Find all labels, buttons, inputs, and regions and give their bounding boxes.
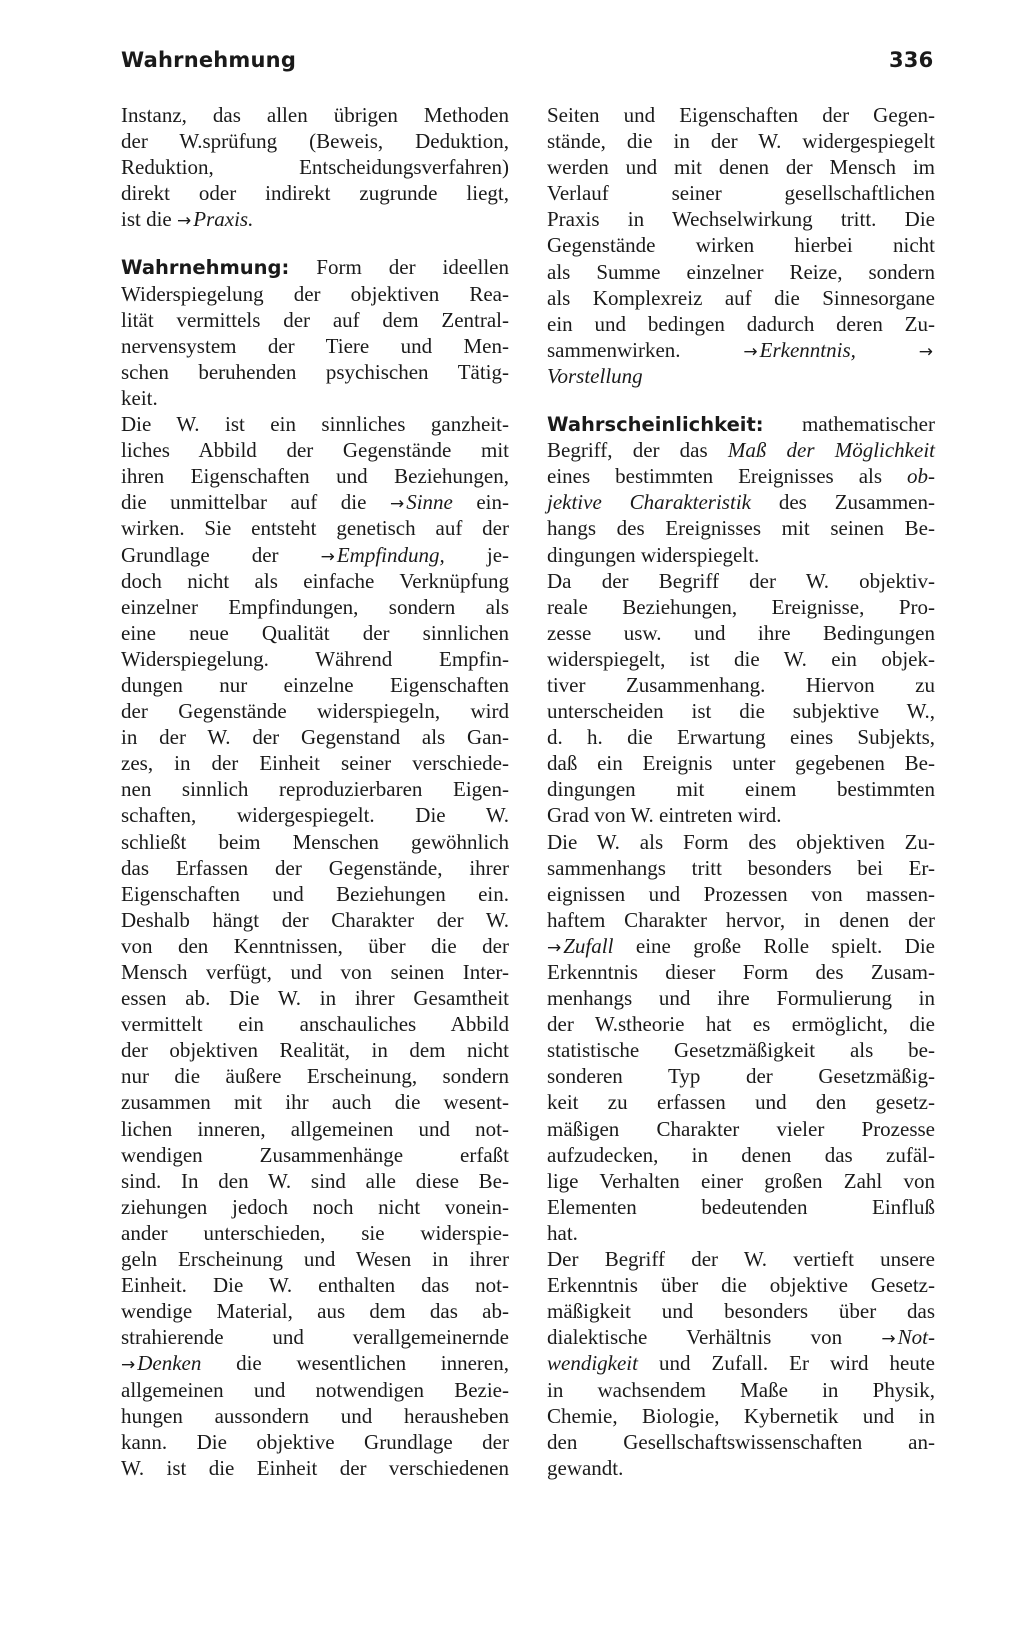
line-text: Gegenstände wirken hierbei nicht — [547, 233, 935, 258]
line-text: mäßigen Charakter vieler Prozesse — [547, 1116, 935, 1141]
text-line — [121, 489, 509, 515]
right-column — [547, 102, 935, 1481]
line-text: von den Kenntnissen, über die der — [121, 933, 509, 958]
line-text: nen sinnlich reproduzierbaren Eigen- — [121, 777, 509, 802]
line-text: reale Beziehungen, Ereignisse, Pro- — [547, 594, 935, 619]
line-text: geln Erscheinung und Wesen in ihrer — [121, 1247, 509, 1272]
line-text: Seiten und Eigenschaften der Gegen- — [547, 103, 935, 127]
line-text: die wesentlichen inneren, — [201, 1351, 509, 1376]
text-line — [121, 542, 509, 568]
line-text: W. ist die Einheit der verschiedenen — [121, 1455, 509, 1480]
text-line — [121, 515, 509, 541]
text-line — [121, 1063, 509, 1089]
line-text: schließt beim Menschen gewöhnlich — [121, 829, 509, 854]
paragraph-gap — [121, 232, 509, 254]
line-text: ihren Eigenschaften und Beziehungen, — [121, 464, 509, 489]
cross-reference-arrow: → — [389, 494, 405, 515]
text-line — [121, 829, 509, 855]
line-text: haftem Charakter hervor, in denen der — [547, 907, 935, 932]
text-line — [121, 307, 509, 333]
line-text: doch nicht als einfache Verknüpfung — [121, 568, 509, 593]
text-line — [547, 259, 935, 285]
line-text: direkt oder indirekt zugrunde liegt, — [121, 181, 509, 206]
cross-reference-arrow: → — [547, 937, 562, 958]
line-text: und Zufall. Er wird heute — [637, 1351, 935, 1376]
line-text: sonderen Typ der Gesetzmäßig- — [547, 1064, 935, 1089]
text-line — [547, 1194, 935, 1220]
line-text: dialektische Verhältnis von — [547, 1325, 882, 1350]
line-text: aufzudecken, in denen das zufäl- — [547, 1142, 935, 1167]
line-text: schen beruhenden psychischen Tätig- — [121, 359, 509, 384]
line-text: sammenwirken. — [547, 337, 744, 362]
text-line — [547, 128, 935, 154]
text-line — [547, 232, 935, 258]
text-line — [121, 102, 509, 128]
cross-reference-term: Vorstellung — [547, 363, 643, 388]
text-line — [547, 1403, 935, 1429]
line-text: kann. Die objektive Grundlage der — [121, 1429, 509, 1454]
line-text: zesse usw. und ihre Bedingungen — [547, 620, 935, 645]
page-number: 336 — [889, 48, 934, 72]
line-text: hangs des Ereignisses mit seinen Be- — [547, 516, 935, 541]
line-text: des Zusammen- — [750, 490, 935, 515]
text-line — [121, 1377, 509, 1403]
text-line — [121, 594, 509, 620]
line-text: Grundlage der — [121, 542, 321, 567]
text-line — [547, 515, 935, 541]
text-line — [121, 437, 509, 463]
cross-reference-arrow: → — [743, 341, 758, 362]
text-line — [121, 1429, 509, 1455]
text-line — [547, 1298, 935, 1324]
line-text: daß ein Ereignis unter gegebenen Be- — [547, 751, 935, 776]
line-text: wendige Material, aus dem das ab- — [121, 1299, 509, 1324]
text-line — [547, 1246, 935, 1272]
text-line — [547, 411, 935, 437]
line-text: mäßigkeit und besonders über das — [547, 1299, 935, 1324]
line-text: sammenhangs tritt besonders bei Er- — [547, 855, 935, 880]
line-text: nervensystem der Tiere und Men- — [121, 333, 509, 358]
line-text: Begriff, der das — [547, 438, 728, 463]
text-line — [547, 1350, 935, 1376]
line-text: tiver Zusammenhang. Hiervon zu — [547, 672, 935, 697]
text-line — [121, 1116, 509, 1142]
text-line — [121, 385, 509, 411]
cross-reference-term: Empfindung, — [336, 542, 445, 567]
line-text: dingungen mit einem bestimmten — [547, 777, 935, 802]
line-text: ein und bedingen dadurch deren Zu- — [547, 311, 935, 336]
line-text: als Komplexreiz auf die Sinnesorgane — [547, 285, 935, 310]
line-text: der Gegenstände widerspiegeln, wird — [121, 699, 509, 724]
text-line — [121, 802, 509, 828]
text-line — [547, 206, 935, 232]
text-line — [547, 102, 935, 128]
text-line — [547, 363, 935, 389]
text-line — [121, 568, 509, 594]
line-text: stände, die in der W. widergespiegelt — [547, 129, 935, 154]
text-line — [547, 542, 935, 568]
line-text: Erkenntnis dieser Form des Zusam- — [547, 960, 935, 984]
text-line — [547, 463, 935, 489]
line-text: liches Abbild der Gegenstände mit — [121, 438, 509, 463]
line-text: Die W. als Form des objektiven Zu- — [547, 829, 935, 854]
left-column — [121, 102, 509, 1481]
line-text: je- — [444, 542, 510, 567]
text-line — [121, 750, 509, 776]
text-line — [121, 281, 509, 307]
cross-reference-arrow: → — [177, 211, 192, 232]
line-text: wirken. Sie entsteht genetisch auf der — [121, 516, 509, 541]
text-line — [121, 1403, 509, 1429]
cross-reference-term: wendigkeit — [547, 1351, 638, 1376]
line-text: eine große Rolle spielt. Die — [613, 933, 935, 958]
cross-reference-arrow: → — [918, 341, 933, 362]
line-text: das Erfassen der Gegenstände, ihrer — [121, 855, 509, 880]
line-text: schaften, widergespiegelt. Die W. — [121, 803, 509, 828]
text-line — [547, 154, 935, 180]
text-line — [121, 985, 509, 1011]
text-line — [121, 1350, 509, 1376]
line-text: der W.sprüfung (Beweis, Deduktion, — [121, 129, 509, 154]
text-line — [547, 802, 935, 828]
text-line — [547, 1377, 935, 1403]
text-line — [121, 724, 509, 750]
text-line — [121, 1246, 509, 1272]
line-text: widerspiegelt, ist die W. ein objek- — [547, 646, 935, 671]
line-text: Elementen bedeutenden Einfluß — [547, 1194, 935, 1219]
text-line — [547, 1089, 935, 1115]
text-line — [547, 959, 935, 985]
text-line — [121, 1089, 509, 1115]
text-line — [547, 1116, 935, 1142]
line-text: in der W. der Gegenstand als Gan- — [121, 725, 509, 750]
line-text: Reduktion, Entscheidungsverfahren) — [121, 155, 509, 180]
line-text: als Summe einzelner Reize, sondern — [547, 259, 935, 284]
line-text: lität vermittels der auf dem Zentral- — [121, 307, 509, 332]
text-line — [547, 437, 935, 463]
line-text: ander unterschieden, sie widerspie- — [121, 1220, 509, 1245]
line-text: Widerspiegelung. Während Empfin- — [121, 646, 509, 671]
text-line — [121, 1272, 509, 1298]
text-line — [121, 411, 509, 437]
text-line — [547, 1455, 935, 1481]
text-line — [547, 337, 935, 363]
cross-reference-term: Erkenntnis, — [759, 337, 856, 362]
text-line — [547, 1429, 935, 1455]
text-line — [121, 881, 509, 907]
line-text: den Gesellschaftswissenschaften an- — [547, 1429, 935, 1454]
cross-reference-term: Maß der Möglichkeit — [727, 438, 935, 463]
line-text: essen ab. Die W. in ihrer Gesamtheit — [121, 986, 509, 1011]
line-text: die unmittelbar auf die — [121, 490, 390, 515]
line-text: Form der ideellen — [289, 255, 509, 280]
text-line — [121, 1168, 509, 1194]
line-text: Widerspiegelung der objektiven Rea- — [121, 281, 509, 306]
text-line — [121, 1142, 509, 1168]
line-text: vermittelt ein anschauliches Abbild — [121, 1012, 509, 1037]
text-line — [121, 620, 509, 646]
line-text: zes, in der Einheit seiner verschiede- — [121, 751, 509, 776]
cross-reference-arrow: → — [881, 1329, 896, 1350]
line-text: keit. — [121, 385, 158, 410]
text-line — [121, 154, 509, 180]
cross-reference-term: Sinne — [406, 490, 453, 515]
text-line — [547, 672, 935, 698]
line-text: Verlauf seiner gesellschaftlichen — [547, 181, 935, 206]
text-line — [547, 933, 935, 959]
line-text: wendigen Zusammenhänge erfaßt — [121, 1142, 509, 1167]
text-line — [547, 1011, 935, 1037]
text-line — [121, 254, 509, 280]
running-head-title: Wahrnehmung — [121, 48, 297, 72]
text-line — [121, 359, 509, 385]
text-line — [121, 206, 509, 232]
line-text: eignissen und Prozessen von massen- — [547, 881, 935, 906]
line-text: Erkenntnis über die objektive Gesetz- — [547, 1273, 935, 1298]
text-line — [121, 646, 509, 672]
text-line — [121, 698, 509, 724]
entry-headword: Wahrscheinlichkeit: — [547, 413, 764, 437]
text-line — [121, 855, 509, 881]
line-text: Mensch verfügt, und von seinen Inter- — [121, 960, 509, 984]
text-line — [547, 285, 935, 311]
text-line — [547, 750, 935, 776]
text-line — [121, 1037, 509, 1063]
text-line — [547, 855, 935, 881]
entry-headword: Wahrnehmung: — [121, 256, 290, 280]
cross-reference-term: Praxis. — [193, 207, 254, 232]
cross-reference-term: Zufall — [563, 933, 614, 958]
line-text: eine neue Qualität der sinnlichen — [121, 620, 509, 645]
line-text: menhangs und ihre Formulierung in — [547, 986, 935, 1011]
line-text: Die W. ist ein sinnliches ganzheit- — [121, 412, 509, 437]
text-line — [121, 1011, 509, 1037]
line-text: statistische Gesetzmäßigkeit als be- — [547, 1038, 935, 1063]
text-line — [121, 128, 509, 154]
cross-reference-term: Denken — [137, 1351, 202, 1376]
text-line — [121, 333, 509, 359]
text-line — [547, 620, 935, 646]
line-text: werden und mit denen der Mensch im — [547, 155, 935, 180]
text-line — [547, 881, 935, 907]
line-text: lige Verhalten einer großen Zahl von — [547, 1168, 935, 1193]
text-line — [121, 463, 509, 489]
text-line — [547, 698, 935, 724]
line-text: sind. In den W. sind alle diese Be- — [121, 1168, 509, 1193]
cross-reference-term: ob- — [907, 464, 935, 489]
line-text: Eigenschaften und Beziehungen ein. — [121, 881, 509, 906]
line-text: zusammen mit ihr auch die wesent- — [121, 1090, 509, 1115]
text-line — [547, 907, 935, 933]
line-text: in wachsendem Maße in Physik, — [547, 1377, 935, 1402]
text-line — [121, 1455, 509, 1481]
text-line — [547, 985, 935, 1011]
text-line — [547, 829, 935, 855]
text-line — [121, 907, 509, 933]
text-line — [121, 672, 509, 698]
text-line — [121, 1220, 509, 1246]
line-text: Praxis in Wechselwirkung tritt. Die — [547, 207, 935, 232]
text-line — [547, 568, 935, 594]
line-text: lichen inneren, allgemeinen und not- — [121, 1116, 509, 1141]
text-line — [547, 311, 935, 337]
line-text: Grad von W. eintreten wird. — [547, 803, 782, 828]
line-text: d. h. die Erwartung eines Subjekts, — [547, 725, 935, 750]
text-line — [547, 1037, 935, 1063]
text-line — [547, 776, 935, 802]
text-line — [121, 1194, 509, 1220]
text-line — [121, 180, 509, 206]
line-text: unterscheiden ist die subjektive W., — [547, 699, 935, 724]
line-text: ist die — [121, 207, 177, 232]
line-text: gewandt. — [547, 1455, 624, 1480]
line-text: keit zu erfassen und den gesetz- — [547, 1090, 935, 1115]
line-text: allgemeinen und notwendigen Bezie- — [121, 1377, 509, 1402]
text-line — [547, 1220, 935, 1246]
line-text: nur die äußere Erscheinung, sondern — [121, 1064, 509, 1089]
line-text: ziehungen jedoch noch nicht vonein- — [121, 1194, 509, 1219]
text-line — [547, 1142, 935, 1168]
line-text: mathematischer — [763, 412, 935, 437]
line-text: eines bestimmten Ereignisses als — [547, 464, 907, 489]
text-line — [121, 1324, 509, 1350]
text-line — [547, 1168, 935, 1194]
text-line — [547, 180, 935, 206]
text-line — [547, 594, 935, 620]
cross-reference-arrow: → — [320, 546, 335, 567]
line-text: dungen nur einzelne Eigenschaften — [121, 672, 509, 697]
cross-reference-term: jektive Charakteristik — [547, 490, 751, 515]
text-line — [547, 1272, 935, 1298]
text-line — [547, 489, 935, 515]
text-line — [547, 646, 935, 672]
line-text: Deshalb hängt der Charakter der W. — [121, 907, 509, 932]
text-line — [547, 1063, 935, 1089]
cross-reference-arrow: → — [121, 1355, 136, 1376]
line-text: hat. — [547, 1220, 578, 1245]
line-text: der objektiven Realität, in dem nicht — [121, 1038, 509, 1063]
line-text: ein- — [452, 490, 509, 515]
line-text: Instanz, das allen übrigen Methoden — [121, 103, 509, 127]
text-line — [121, 933, 509, 959]
cross-reference-term: Not- — [897, 1325, 935, 1350]
text-line — [547, 1324, 935, 1350]
line-text: Einheit. Die W. enthalten das not- — [121, 1273, 509, 1298]
line-text: der W.stheorie hat es ermöglicht, die — [547, 1012, 935, 1037]
text-line — [121, 959, 509, 985]
line-text: Der Begriff der W. vertieft unsere — [547, 1247, 935, 1272]
text-line — [121, 1298, 509, 1324]
line-text: Chemie, Biologie, Kybernetik und in — [547, 1403, 935, 1428]
line-text: hungen aussondern und herausheben — [121, 1403, 509, 1428]
text-line — [547, 724, 935, 750]
line-text: strahierende und verallgemeinernde — [121, 1325, 509, 1350]
line-text: dingungen widerspiegelt. — [547, 542, 760, 567]
text-line — [121, 776, 509, 802]
line-text: einzelner Empfindungen, sondern als — [121, 594, 509, 619]
paragraph-gap — [547, 389, 935, 411]
line-text: Da der Begriff der W. objektiv- — [547, 568, 935, 593]
